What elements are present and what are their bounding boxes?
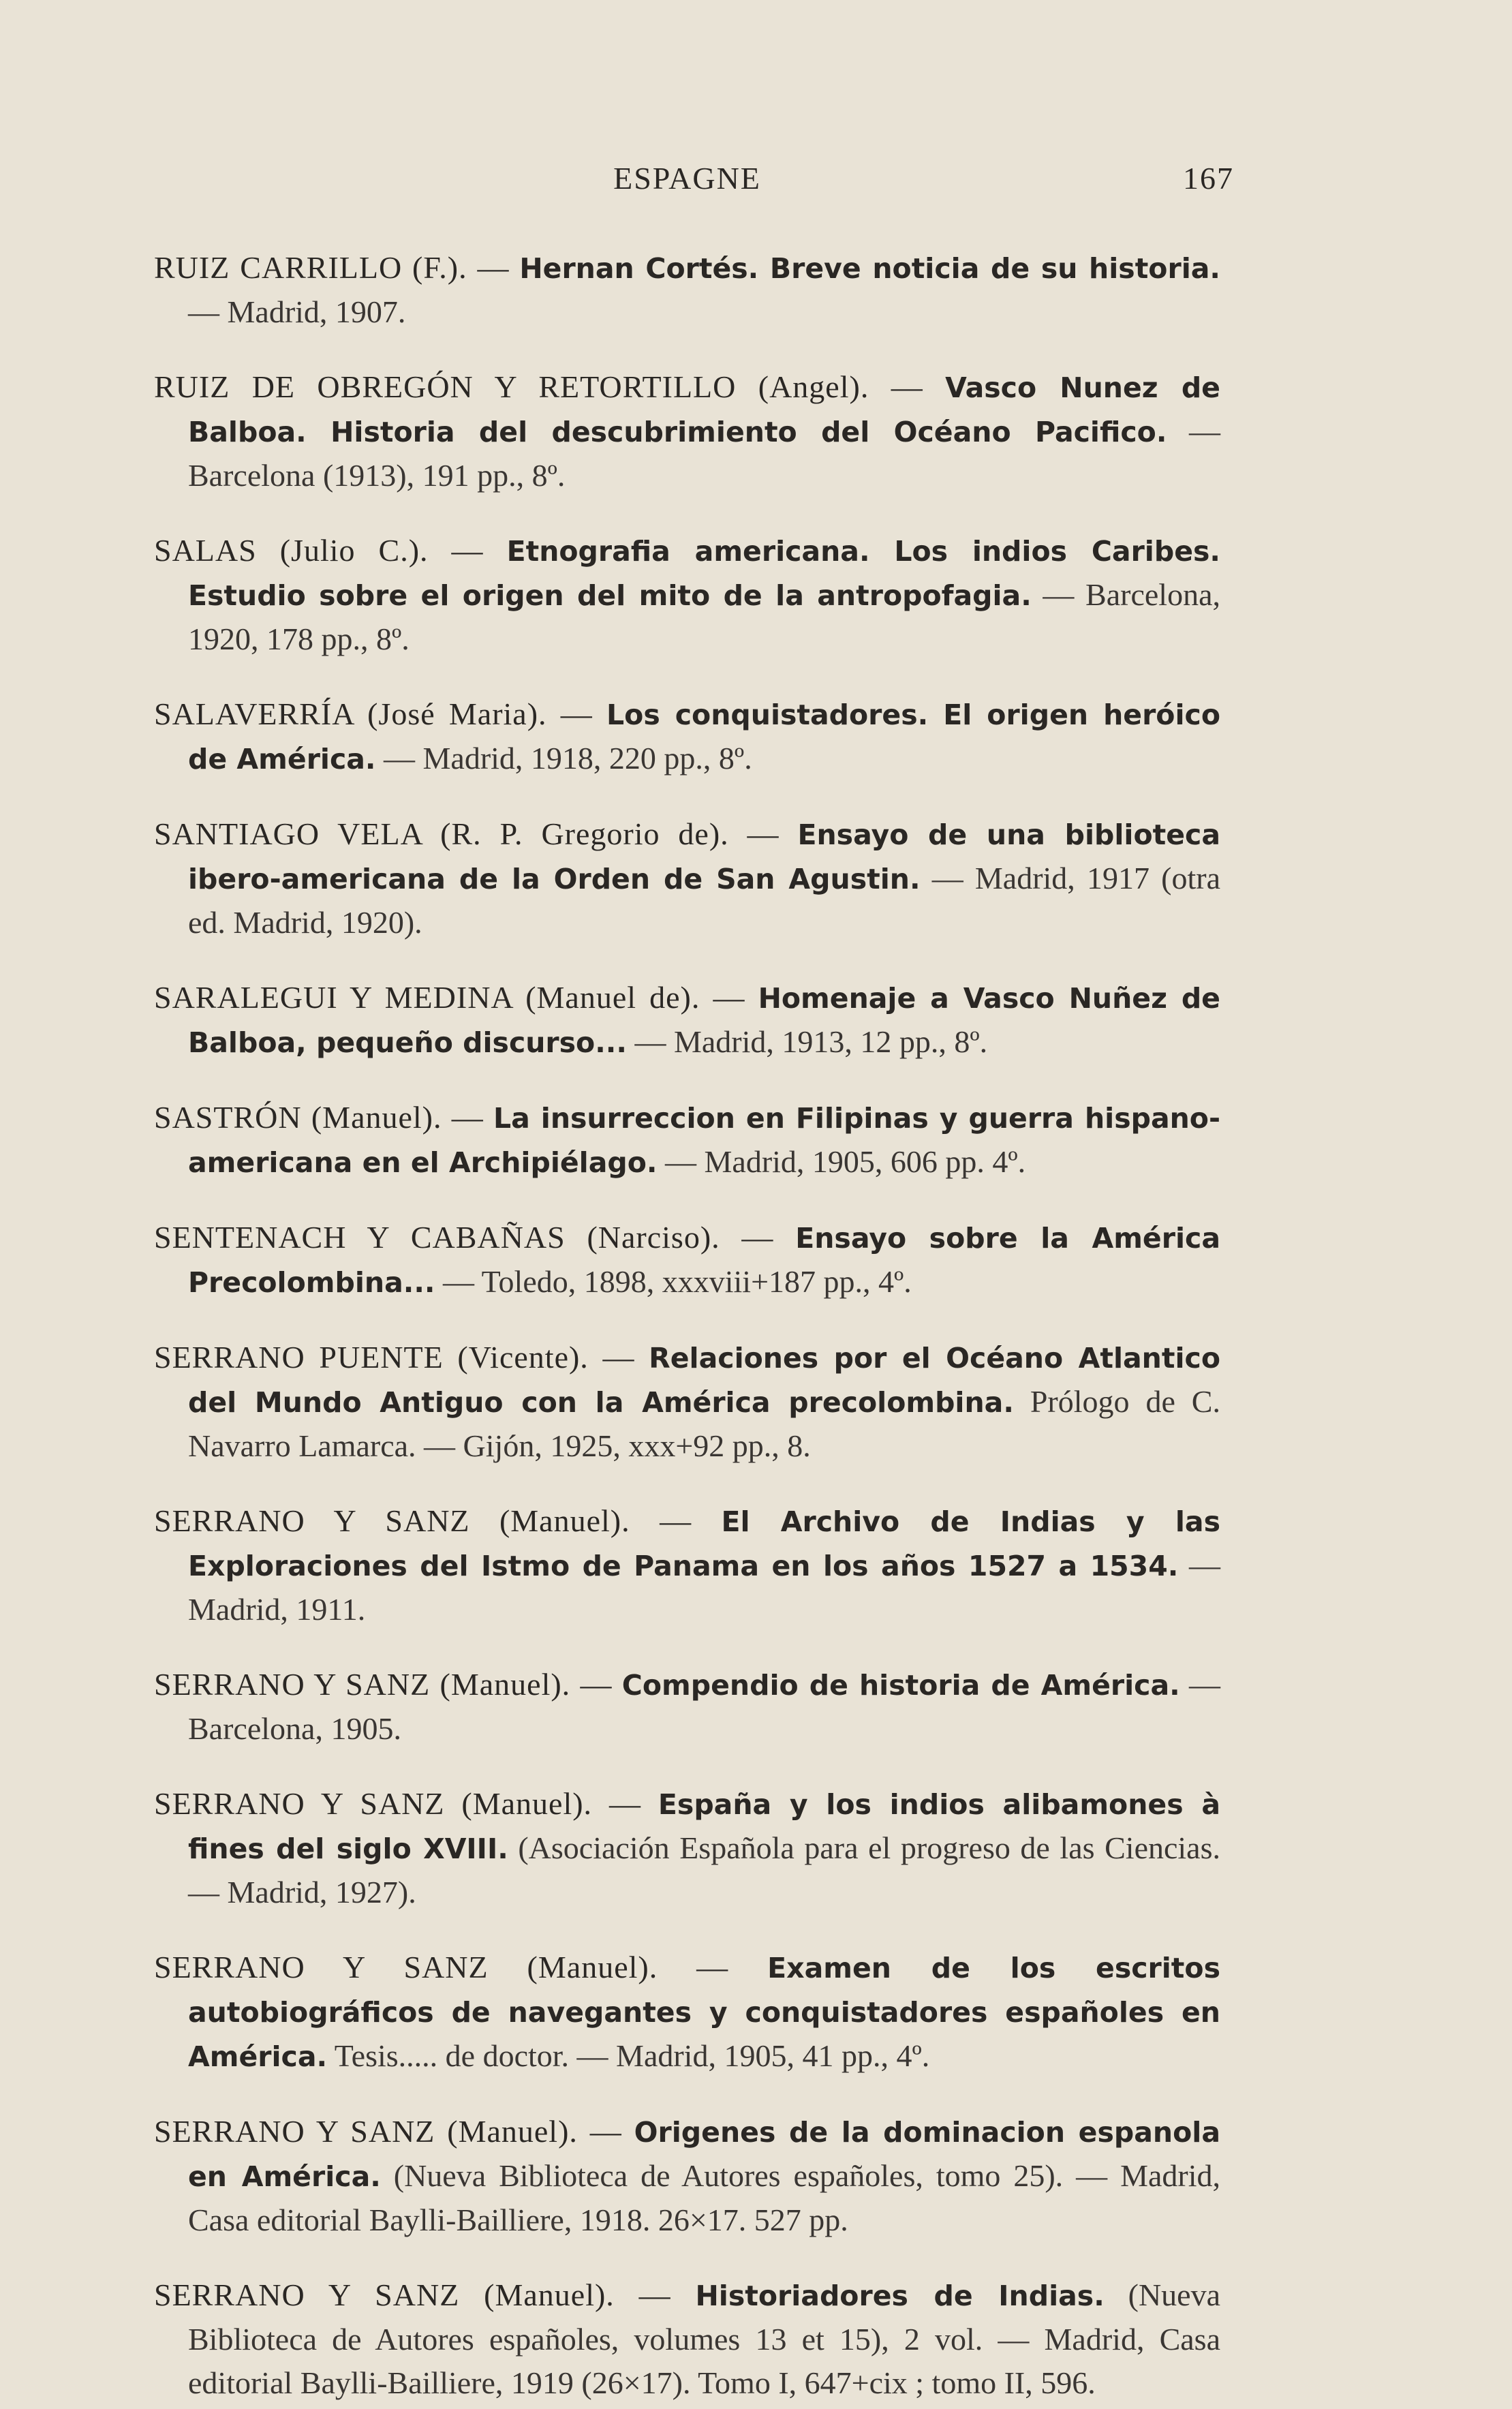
entry-imprint: — Madrid, 1917 (otra ed. Madrid, 1920). [188, 861, 1220, 940]
bibliography-entry [154, 1336, 1220, 1468]
bibliography-entry [154, 1663, 1220, 1751]
bibliography-entry [154, 2273, 1220, 2405]
entry-author: SERRANO Y SANZ (Manuel). — [154, 2114, 634, 2149]
bibliography-entry [154, 1499, 1220, 1631]
entry-author: SERRANO Y SANZ (Manuel). — [154, 1667, 622, 1702]
entry-title: España y los indios alibamones à fines del siglo XVIII. [188, 1788, 1220, 1865]
entry-author: RUIZ DE OBREGÓN Y RETORTILLO (Angel). — [154, 369, 946, 404]
entry-title: Ensayo de una biblioteca ibero-americana de la Orden de San Agustin. [188, 818, 1221, 895]
bibliography-entry [154, 1782, 1220, 1914]
entry-imprint: Tesis..... de doctor. — Madrid, 1905, 41 pp., 4º. [327, 2038, 930, 2073]
bibliography-entry [154, 1946, 1220, 2078]
bibliography-list [154, 246, 1220, 2405]
entry-author: SALAVERRÍA (José Maria). — [154, 696, 607, 731]
entry-title: Relaciones por el Océano Atlantico del Mundo Antiguo con la América precolombina. [188, 1342, 1220, 1419]
entry-author: SASTRÓN (Manuel). — [154, 1100, 493, 1135]
entry-author: SERRANO Y SANZ (Manuel). — [154, 2277, 696, 2312]
entry-author: SERRANO PUENTE (Vicente). — [154, 1340, 649, 1375]
running-title: ESPAGNE [613, 161, 761, 196]
bibliography-entry [154, 1216, 1220, 1304]
entry-title: Compendio de historia de América. [621, 1669, 1180, 1702]
entry-title: Ensayo sobre la América Precolombina... [188, 1222, 1220, 1299]
entry-author: SERRANO Y SANZ (Manuel). — [154, 1950, 768, 1984]
entry-imprint: (Nueva Biblioteca de Autores españoles, volumes 13 et 15), 2 vol. — Madrid, Casa editorial Baylli-Bailliere, 1919 (26×17). Tomo I, 647+cix ; tomo II, 596. [188, 2277, 1220, 2400]
bibliography-entry [154, 2110, 1220, 2242]
entry-title: Hernan Cortés. Breve noticia de su historia. [519, 252, 1220, 285]
entry-title: La insurreccion en Filipinas y guerra hispano-americana en el Archipiélago. [188, 1102, 1220, 1179]
entry-author: SERRANO Y SANZ (Manuel). — [154, 1786, 658, 1821]
entry-title: Vasco Nunez de Balboa. Historia del descubrimiento del Océano Pacifico. [188, 371, 1220, 448]
entry-imprint: — Madrid, 1918, 220 pp., 8º. [375, 741, 752, 776]
entry-title: Examen de los escritos autobiográficos de navegantes y conquistadores españoles en América. [188, 1952, 1220, 2073]
entry-title: Historiadores de Indias. [695, 2280, 1105, 2312]
entry-title: Homenaje a Vasco Nuñez de Balboa, pequeño discurso... [188, 982, 1220, 1059]
entry-imprint: — Barcelona, 1905. [188, 1667, 1220, 1746]
entry-imprint: — Barcelona (1913), 191 pp., 8º. [188, 414, 1220, 493]
entry-imprint: — Madrid, 1913, 12 pp., 8º. [626, 1024, 988, 1059]
entry-title: Etnografia americana. Los indios Caribes. Estudio sobre el origen del mito de la antropofagia. [188, 535, 1220, 612]
entry-imprint: — Barcelona, 1920, 178 pp., 8º. [188, 577, 1221, 656]
entry-imprint: — Madrid, 1911. [188, 1548, 1220, 1627]
entry-author: SERRANO Y SANZ (Manuel). — [154, 1503, 722, 1538]
entry-imprint: — Madrid, 1907. [188, 294, 406, 329]
bibliography-entry [154, 692, 1220, 781]
entry-author: RUIZ CARRILLO (F.). — [154, 250, 520, 285]
entry-author: SENTENACH Y CABAÑAS (Narciso). — [154, 1220, 796, 1255]
bibliography-entry [154, 812, 1220, 945]
entry-imprint: (Asociación Española para el progreso de las Ciencias. — Madrid, 1927). [188, 1830, 1220, 1909]
entry-imprint: (Nueva Biblioteca de Autores españoles, tomo 25). — Madrid, Casa editorial Baylli-Bailliere, 1918. 26×17. 527 pp. [188, 2158, 1220, 2237]
entry-imprint: Prólogo de C. Navarro Lamarca. — Gijón, 1925, xxx+92 pp., 8. [188, 1384, 1220, 1463]
bibliography-entry [154, 976, 1220, 1064]
entry-author: SARALEGUI Y MEDINA (Manuel de). — [154, 980, 758, 1015]
bibliography-entry [154, 365, 1220, 497]
bibliography-entry [154, 529, 1220, 661]
entry-title: El Archivo de Indias y las Exploraciones del Istmo de Panama en los años 1527 a 1534. [188, 1505, 1220, 1582]
entry-imprint: — Toledo, 1898, xxxviii+187 pp., 4º. [435, 1264, 912, 1299]
entry-author: SALAS (Julio C.). — [154, 533, 507, 568]
entry-author: SANTIAGO VELA (R. P. Gregorio de). — [154, 816, 798, 851]
bibliography-entry [154, 246, 1220, 334]
running-header [154, 160, 1234, 215]
entry-title: Origenes de la dominacion espanola en América. [188, 2116, 1220, 2193]
bibliography-entry [154, 1096, 1220, 1184]
entry-title: Los conquistadores. El origen heróico de América. [188, 699, 1220, 776]
page-number: 167 [1183, 161, 1234, 196]
entry-imprint: — Madrid, 1905, 606 pp. 4º. [657, 1144, 1026, 1179]
page [154, 160, 1234, 2409]
